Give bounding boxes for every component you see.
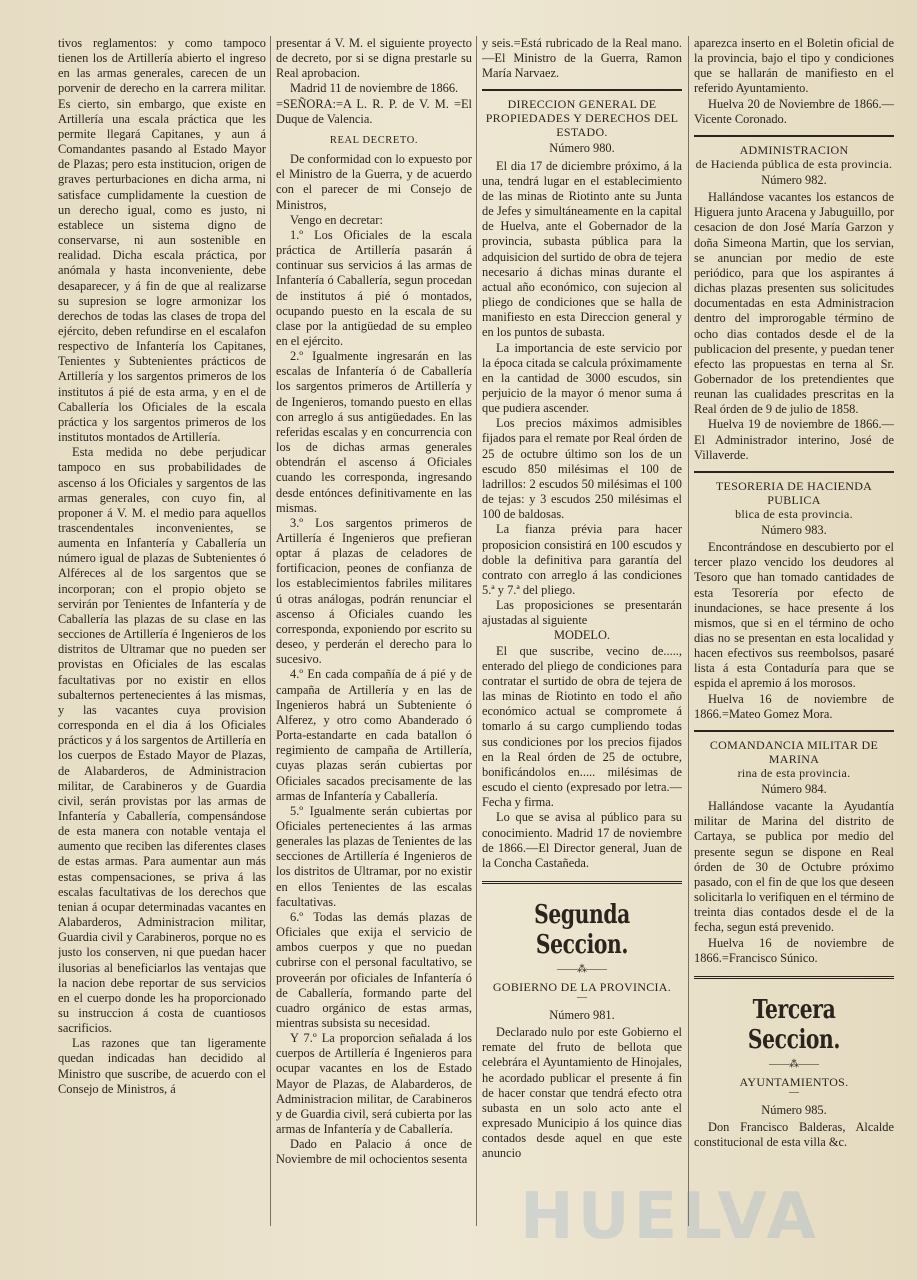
notice-number: Número 982. (761, 172, 827, 187)
signature-line: Huelva 19 de noviembre de 1866.—El Administrador interino, José de Villaverde. (694, 417, 894, 462)
notice-number: Número 980. (549, 141, 615, 156)
paragraph: Encontrándose en descubierto por el tercer plazo vencido los deudores al Tesoro que han tomado cantidades de esta Tesorería por efecto de inundaciones, se hace presente á los mismos, que si en el término de ocho dias no se presentan en esta localidad y hacen efectivos sus reembolsos, pasaré lista á esta Contaduría para que se espida el apremio á los morosos. (694, 540, 894, 691)
library-watermark: HUELVA (520, 1180, 820, 1254)
section-rule (694, 471, 894, 473)
notice-subheading: rina de esta provincia. (737, 765, 851, 780)
notice-heading: DIRECCION GENERAL DE PROPIEDADES Y DERECHOS DEL ESTADO. (485, 97, 679, 140)
article: 6.º Todas las demás plazas de Oficiales que exija el servicio de ambos cuerpos y que no puedan cubrirse con el personal facultativo, se proveerán por oficiales de Infantería ó de Caballería, formando parte del cuadro orgánico de estas armas, mientras subsista su necesidad. (276, 909, 472, 1030)
paragraph: Hallándose vacante la Ayudantía militar de Marina del distrito de Cartaya, se publica por medio del presente segun se dispone en Real órden de 30 de Octubre próximo pasado, con el fin de que los que deseen solicitarla lo verifiquen en el término de treinta dias contados desde el de la fecha, segun está prevenido. (694, 799, 894, 935)
ornament-dash: — (577, 991, 587, 1003)
paragraph: El dia 17 de diciembre próximo, á la una, tendrá lugar en el establecimiento de las minas de Riotinto ante su Junta de Jefes y simultáneamente en la capital de Huelva, ante el Gobernador de la provincia, subasta pública para la adquisicion del surtido de obra de tejera necesario á dichas minas durante el actual año económico, con sujecion al pliego de condiciones que se halla de manifiesto en esta Direccion general y en los puntos de subasta. (482, 158, 682, 340)
notice-number: Número 983. (761, 522, 827, 537)
paragraph: El que suscribe, vecino de....., enterado del pliego de condiciones para contratar el surtido de obra de tejera de las minas de Riotinto en todo el año económico actual se compromete á tomarlo á su cargo cumpliendo todas sus condiciones por los precios fijados en la Real órden de 25 de octubre, bonificándolos en..... milésimas de escudo el ciento (expresado por letra.—Fecha y firma. (482, 643, 682, 810)
column-4 (694, 36, 894, 1276)
notice-heading: TESORERIA DE HACIENDA PUBLICA (715, 478, 873, 507)
decree-heading: REAL DECRETO. (329, 134, 419, 146)
paragraph: Las proposiciones se presentarán ajustadas al siguiente (482, 598, 682, 628)
paragraph: Los precios máximos admisibles fijados para el remate por Real órden de 25 de octubre último son los de un escudo 850 milésimas el 100 de ladrillos: 2 escudos 50 milésimas el 100 de tejas: y 3 escudos 250 milésimas el 100 de baldosas. (482, 416, 682, 522)
article: 3.º Los sargentos primeros de Artillería é Ingenieros que prefieran optar á plazas de celadores de fortificacion, peones de confianza de los establecimientos fabriles militares ú otras análogas, podrán renunciar el ascenso á Oficiales cuando les corresponda, exponiendo por escrito su deseo, y perderán el derecho para lo sucesivo. (276, 515, 472, 667)
notice-number: Número 981. (549, 1007, 615, 1022)
article: 2.º Igualmente ingresarán en las escalas de Infantería ó de Caballería los sargentos primeros de Artillería y de Ingenieros, tomando puesto en ellas con arreglo á sus antigüedades. En las referidas escalas y en concurrencia con los de dichas armas generales obtendrán el ascenso á Oficiales cuando les corresponda, ingresando desde entónces definitivamente en las mismas. (276, 349, 472, 515)
paragraph: Vengo en decretar: (290, 212, 383, 227)
column-3 (482, 36, 682, 1276)
ornament-rule: ——⁂—— (557, 963, 607, 975)
article: 5.º Igualmente serán cubiertas por Oficiales pertenecientes á las armas generales las plazas de Tenientes de las secciones de Artillería é Ingenieros de los distritos de Ultramar, por no existir en ellos Tenientes de las escalas facultativas. (276, 803, 472, 909)
paragraph: tivos reglamentos: y como tampoco tienen los de Artillería abierto el ingreso en las armas generales, carecen de un porvenir de derecho en la carrera militar. Es cierto, sin embargo, que existe en Artillería una escala práctica que les permite llegará Capitanes, y aun á Comandantes pasando al Estado Mayor de Plazas; pero esta institucion, origen de graves perturbaciones en dicha arma, ni satisface cumplidamente la cuestion de un derecho igual, como es justo, ni establece un sistema digno de conservarse, ni aun sostenible en realidad. Dicha escala práctica, por anómala y hasta inconveniente, debe desaparecer, y á fin de que al realizarse su supresion se logre armonizar los derechos de todas las clases de tropa del ejército, deben refundirse en el escalafon respectivo de Infantería los Capitanes, Tenientes y Subtenientes prácticos de Artillería y los sargentos primeros de los institutos á pié de esta arma, y en el de Caballería los Oficiales de la escala práctica y los sargentos primeros de los institutos montados de Artillería. (58, 36, 266, 445)
date-line: Madrid 11 de noviembre de 1866. (290, 81, 459, 96)
column-divider (688, 36, 689, 1226)
model-heading: MODELO. (553, 628, 611, 643)
paragraph: aparezca inserto en el Boletin oficial de la provincia, bajo el tipo y condiciones que se hallarán de manifiesto en el referido Ayuntamiento. (694, 36, 894, 96)
section-rule (482, 881, 682, 884)
signature-line: Huelva 20 de Noviembre de 1866.—Vicente Coronado. (694, 96, 894, 126)
signature-line: Huelva 16 de noviembre de 1866.=Mateo Gomez Mora. (694, 691, 894, 721)
notice-heading: AYUNTAMIENTOS. (739, 1074, 849, 1089)
section-rule (694, 730, 894, 732)
paragraph: y seis.=Está rubricado de la Real mano.—El Ministro de la Guerra, Ramon María Narvaez. (482, 36, 682, 81)
notice-heading: ADMINISTRACION (739, 142, 849, 157)
column-2 (276, 36, 472, 1276)
paragraph: La importancia de este servicio por la época citada se calcula próximamente en la cantidad de 3000 escudos, sin perjuicio de la mayor ó menor suma á que pudiera ascender. (482, 340, 682, 416)
article: Y 7.º La proporcion señalada á los cuerpos de Artillería é Ingenieros para ocupar vacantes en los de Estado Mayor de Plazas, de Alabarderos, de Administracion militar, de Carabineros y de Guardia civil, será cubierta por las armas de Infantería y de Caballería. (276, 1031, 472, 1137)
column-divider (270, 36, 271, 1226)
section-title: Tercera Seccion. (747, 994, 841, 1055)
article: 1.º Los Oficiales de la escala práctica de Artillería pasarán á continuar sus servicios á las armas de Infantería ó Caballería, segun procedan de institutos á pié ó montados, ocupando puesto en la escala de su clase por la antigüedad de su empleo en el ejército. (276, 227, 472, 348)
notice-number: Número 984. (761, 781, 827, 796)
paragraph: Lo que se avisa al público para su conocimiento. Madrid 17 de noviembre de 1866.—El Director general, Juan de la Concha Castañeda. (482, 810, 682, 870)
column-1 (58, 36, 266, 1276)
paragraph: La fianza prévia para hacer proposicion consistirá en 100 escudos y doble la definitiva para garantía del contrato con arreglo á las condiciones 5.ª y 7.ª del pliego. (482, 522, 682, 597)
section-title: Segunda Seccion. (534, 899, 630, 960)
paragraph: Declarado nulo por este Gobierno el remate del fruto de bellota que celebrára el Ayuntamiento de Hinojales, he acordado publicar el presente á fin de hacer constar que tendrá efecto otra subasta en un solo acto ante el expresado Municipio á los quince dias contados desde aquel en que este anuncio (482, 1025, 682, 1161)
notice-subheading: de Hacienda pública de esta provincia. (695, 156, 893, 171)
signature-line: Huelva 16 de noviembre de 1866.=Francisco Súnico. (694, 935, 894, 965)
ornament-rule: ——⁂—— (769, 1058, 819, 1070)
section-rule (482, 89, 682, 91)
notice-heading: COMANDANCIA MILITAR DE MARINA (709, 737, 879, 766)
paragraph: De conformidad con lo expuesto por el Ministro de la Guerra, y de acuerdo con el parecer de mi Consejo de Ministros, (276, 152, 472, 212)
column-divider (476, 36, 477, 1226)
notice-number: Número 985. (761, 1102, 827, 1117)
section-rule (694, 976, 894, 979)
paragraph: Esta medida no debe perjudicar tampoco en sus probabilidades de ascenso á los Oficiales y sargentos de las armas generales, con cuyo fin, al proponer á V. M. el medio para aquellos trascendentales inconvenientes, se aumenta en Infantería y Caballería un número igual de plazas de Subtenientes ó Alféreces al de los sargentos que se incorporan; con el propio objeto se servirán por Tenientes de Infantería y de Caballería las plazas de su clase en las secciones de Artillería é Ingenieros de los distritos de Ultramar que no pueden ser provistas en Oficiales de las escalas facultativas por no existir en ellos subalternos pertenecientes á las mismas, y las vacantes cuya provision corresponda en el dia á los Oficiales prácticos y á los sargentos de Artillería en los cuerpos de Estado Mayor de Plazas, de Alabarderos, de Administracion militar, de Carabineros y de Guardia civil, serán provistas por las armas de Infantería y Caballería, compensándose de esta manera con notable ventaja el aumento que reciben las diferentes clases de estas armas. Para aumentar aun más estas compensaciones, se priva á las escalas facultativas de los derechos que tenian á ocupar determinadas vacantes en Alabarderos, Administracion militar, Guardia civil y Carabineros, porque no es justo los conserven, ni que puedan hacer ilusorias al beneficiarlos las ventajas que la nacion debe reportar de sus servicios en el cuerpo donde les ha proporcionado su instruccion á costa de cuantiosos sacrificios. (58, 445, 266, 1036)
section-rule (694, 135, 894, 137)
paragraph: Dado en Palacio á once de Noviembre de mil ochocientos sesenta (276, 1137, 472, 1167)
article: 4.º En cada compañía de á pié y de campaña de Artillería y en las de Ingenieros habrá un Subteniente ó Alferez, y otro como Abanderado ó Porta-estandarte en cada batallon ó regimiento de campaña de Artillería, cuyas plazas serán cubiertas por Oficiales sacados precisamente de las armas de Infantería y Caballería. (276, 667, 472, 803)
salutation: =SEÑORA:=A L. R. P. de V. M. =El Duque de Valencia. (276, 96, 472, 126)
notice-heading: GOBIERNO DE LA PROVINCIA. (492, 979, 672, 994)
paragraph: Don Francisco Balderas, Alcalde constitucional de esta villa &c. (694, 1119, 894, 1150)
ornament-dash: — (789, 1086, 799, 1098)
paragraph: presentar á V. M. el siguiente proyecto de decreto, por si se digna prestarle su Real aprobacion. (276, 36, 472, 81)
paragraph: Hallándose vacantes los estancos de Higuera junto Aracena y Jabuguillo, por cesacion de don José María Garzon y doña Simeona Martin, que los servian, se anuncian por medio de este periódico, para que los aspirantes á dichas plazas presenten sus solicitudes documentadas en esta Administracion dentro del improrogable término de ocho dias contados desde el de la publicacion del presente, y puedan tener efecto las propuestas en terna al Sr. Gobernador de los pretendientes que reunan las cualidades prescritas en la Real órden de 9 de julio de 1858. (694, 190, 894, 417)
notice-subheading: blica de esta provincia. (735, 506, 853, 521)
paragraph: Las razones que tan ligeramente quedan indicadas han decidido al Ministro que suscribe, de acuerdo con el Consejo de Ministros, á (58, 1036, 266, 1096)
